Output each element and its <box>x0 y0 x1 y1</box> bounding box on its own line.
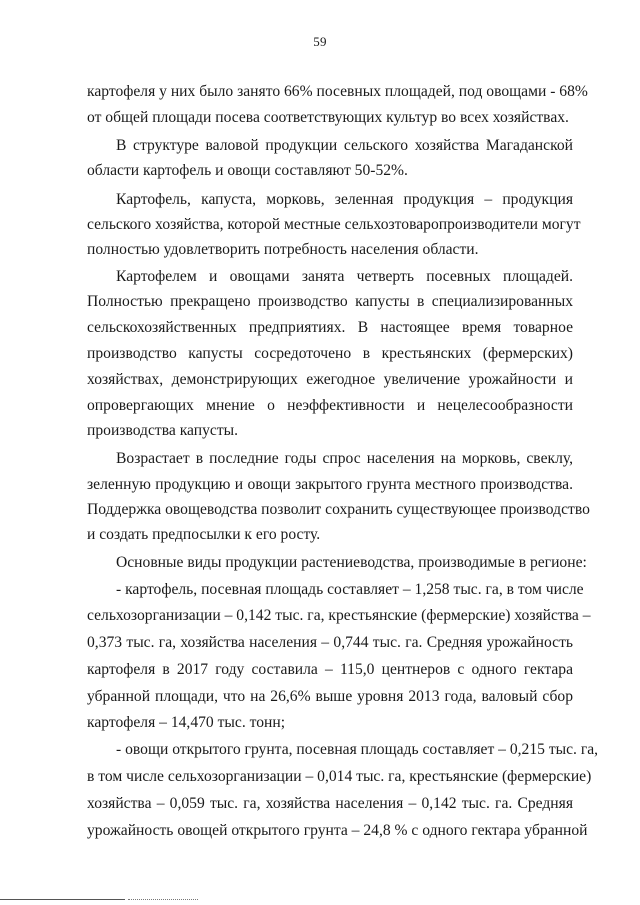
text-line: производства капусты. <box>87 422 239 439</box>
text-line: Полностью прекращено производство капусты в специализированных <box>87 293 573 310</box>
text-line: хозяйствах, демонстрирующих ежегодное увеличение урожайности и <box>87 371 573 388</box>
text-line: зеленную продукцию и овощи закрытого грунта местного производства. <box>87 476 573 493</box>
scan-edge-dotted-line <box>128 899 198 900</box>
text-line: В структуре валовой продукции сельского хозяйства Магаданской <box>116 137 573 154</box>
text-line: Поддержка овощеводства позволит сохранить существующее производство <box>87 501 590 518</box>
page-number: 59 <box>313 34 327 49</box>
text-line: от общей площади посева соответствующих культур во всех хозяйствах. <box>87 109 569 126</box>
text-line: картофеля в 2017 году составила – 115,0 центнеров с одного гектара <box>87 661 573 678</box>
text-line: убранной площади, что на 26,6% выше уровня 2013 года, валовый сбор <box>87 688 573 705</box>
text-line: в том числе сельхозорганизации – 0,014 тыс. га, крестьянские (фермерские) <box>87 768 592 785</box>
text-line: картофеля – 14,470 тыс. тонн; <box>87 714 286 731</box>
text-line: урожайность овощей открытого грунта – 24,8 % с одного гектара убранной <box>87 822 588 839</box>
text-line: сельскохозяйственных предприятиях. В настоящее время товарное <box>87 319 573 336</box>
text-line: полностью удовлетворить потребность населения области. <box>87 241 479 258</box>
text-line: 0,373 тыс. га, хозяйства населения – 0,744 тыс. га. Средняя урожайность <box>87 634 573 651</box>
text-line: - картофель, посевная площадь составляет – 1,258 тыс. га, в том числе <box>116 581 584 598</box>
text-line: и создать предпосылки к его росту. <box>87 526 321 543</box>
text-line: сельского хозяйства, которой местные сельхозтоваропроизводители могут <box>87 216 581 233</box>
text-line: хозяйства – 0,059 тыс. га, хозяйства населения – 0,142 тыс. га. Средняя <box>87 795 573 812</box>
text-line: Возрастает в последние годы спрос населения на морковь, свеклу, <box>116 450 573 467</box>
text-line: Картофель, капуста, морковь, зеленная продукция – продукция <box>116 191 573 208</box>
text-line: Основные виды продукции растениеводства, производимые в регионе: <box>116 554 587 571</box>
text-line: картофеля у них было занято 66% посевных площадей, под овощами - 68% <box>87 83 588 100</box>
text-line: - овощи открытого грунта, посевная площадь составляет – 0,215 тыс. га, <box>116 741 599 758</box>
text-line: производство капусты сосредоточено в крестьянских (фермерских) <box>87 345 573 362</box>
text-line: Картофелем и овощами занята четверть посевных площадей. <box>116 268 573 285</box>
text-line: опровергающих мнение о неэффективности и нецелесообразности <box>87 397 573 414</box>
scan-edge-line <box>0 899 125 900</box>
text-line: области картофель и овощи составляют 50-52%. <box>87 162 408 179</box>
text-line: сельхозорганизации – 0,142 тыс. га, крестьянские (фермерские) хозяйства – <box>87 607 591 624</box>
